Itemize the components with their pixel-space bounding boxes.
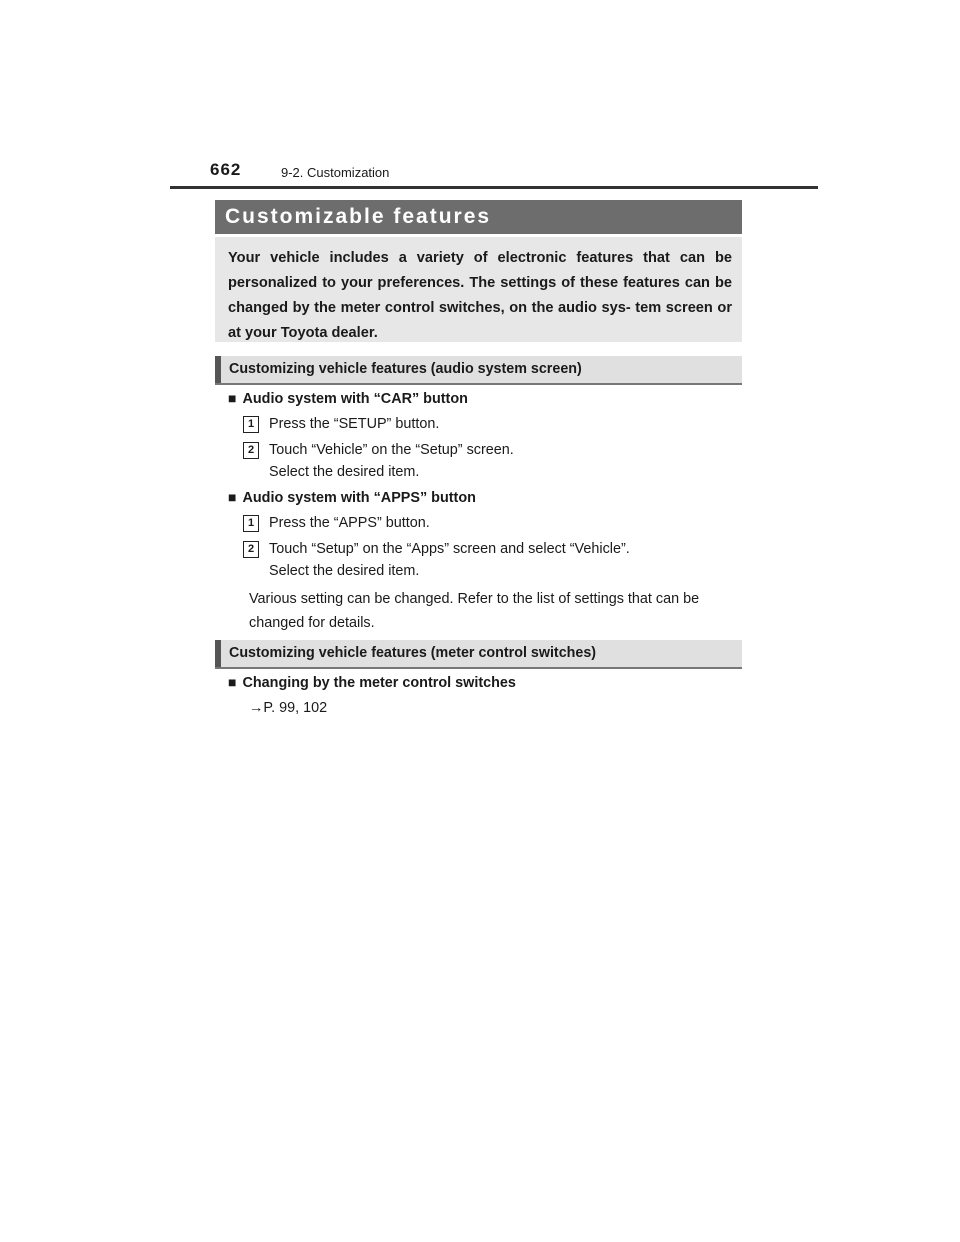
subtopic-car-button [228,390,468,407]
bullet-icon: ■ [228,390,237,406]
step-text: Touch “Setup” on the “Apps” screen and select “Vehicle”. [269,541,630,557]
settings-note: Various setting can be changed. Refer to the list of settings that can be changed for details. [249,591,700,631]
reference-pages: P. 99, 102 [263,700,328,716]
subtopic-title: Audio system with “CAR” button [242,391,468,407]
step-text: Press the “APPS” button. [269,515,430,531]
section-title: 9-2. Customization [281,165,390,180]
page-title: Customizable features [215,200,742,234]
section-heading-audio: Customizing vehicle features (audio system screen) [215,356,742,383]
subtopic-title: Audio system with “APPS” button [242,490,476,506]
bullet-icon: ■ [228,489,237,505]
step-badge-1: 1 [243,416,259,433]
page-number: 662 [210,160,242,179]
step-badge-2: 2 [243,442,259,459]
subtopic-meter-switches [228,674,516,691]
arrow-right-icon: → [249,700,264,716]
page-reference[interactable] [249,700,327,716]
subtopic-apps-button [228,489,476,506]
step-text: Touch “Vehicle” on the “Setup” screen. [269,442,514,458]
step-badge-2: 2 [243,541,259,558]
step-after-text: Select the desired item. [269,563,420,579]
step-after-text: Select the desired item. [269,464,420,480]
header-rule [170,186,818,189]
section-heading-meter: Customizing vehicle features (meter control switches) [215,640,742,667]
step-badge-1: 1 [243,515,259,532]
subtopic-title: Changing by the meter control switches [242,675,516,691]
intro-box: Your vehicle includes a variety of electronic features that can be personalized to your preferences. The settings of these features can be changed by the meter control switches, on the audio sys- tem screen or at your Toyota dealer. [215,237,742,342]
bullet-icon: ■ [228,674,237,690]
step-text: Press the “SETUP” button. [269,416,440,432]
